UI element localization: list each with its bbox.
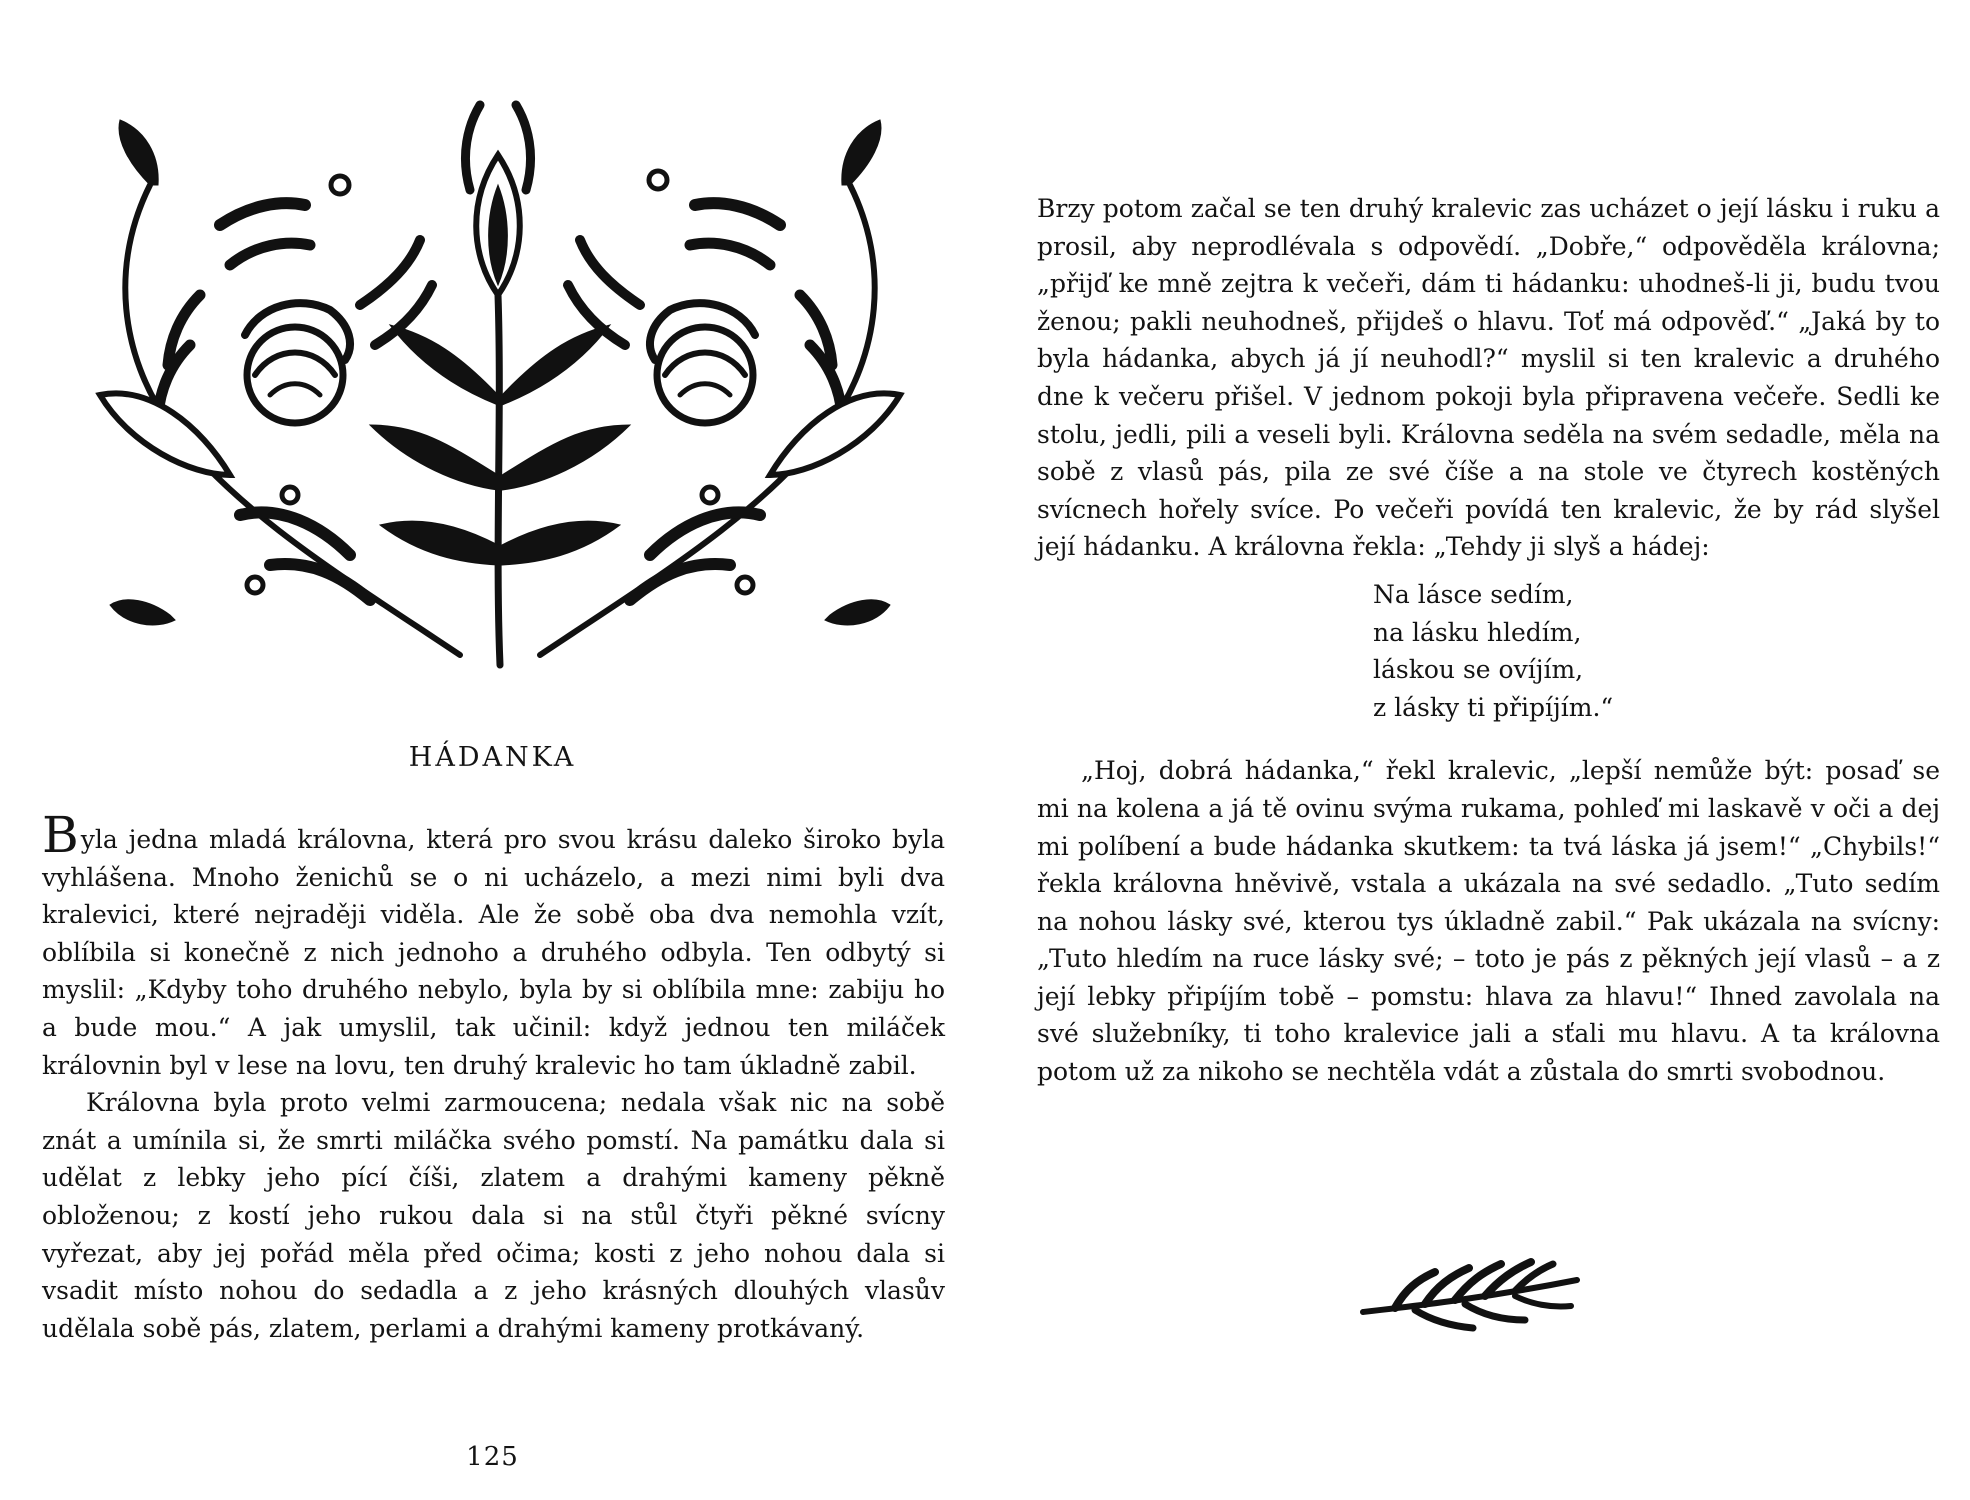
- paragraph-1: [42, 806, 945, 1084]
- paragraph-2: Královna byla proto velmi zarmoucena; nedala však nic na sobě znát a umínila si, že smrti miláčka svého pomstí. Na památku dala si udělat z lebky jeho pící číši, zlatem a drahými kameny pěkně obloženou; z kostí jeho rukou dala si na stůl čtyři pěkné svícny vyřezat, aby jej pořád měla před očima; kosti z jeho nohou dala si vsadit místo nohou do sedadla a z jeho krásných dlouhých vlasův udělala sobě pás, zlatem, perlami a drahými kameny protkávaný.: [42, 1088, 945, 1343]
- right-page: [985, 0, 1970, 1500]
- story-title: HÁDANKA: [408, 742, 577, 773]
- riddle-verse: [1373, 576, 1940, 726]
- page-number: 125: [466, 1442, 519, 1472]
- paragraph-3: Brzy potom začal se ten druhý kralevic zas ucházet o její lásku i ruku a prosil, aby neprodlévala s odpovědí. „Dobře,“ odpověděla královna; „přijď ke mně zejtra k večeři, dám ti hádanku: uhodneš-li ji, budu tvou ženou; pakli neuhodneš, přijdeš o hlavu. Toť má odpověď.“ „Jaká by to byla hádanka, abych já jí neuhodl?“ myslil si ten kralevic a druhého dne k večeru přišel. V jednom pokoji byla připravena večeře. Sedli ke stolu, jedli, pili a veseli byli. Královna seděla na svém sedadle, měla na sobě z vlasů pás, pila ze své číše a na stole ve čtyrech kostěných svícnech hořely svíce. Po večeři povídá ten kralevic, že by rád slyšel její hádanku. A královna řekla: „Tehdy ji slyš a hádej:: [1037, 194, 1940, 562]
- verse-line: na lásku hledím,: [1373, 617, 1582, 647]
- paragraph-4: „Hoj, dobrá hádanka,“ řekl kralevic, „lepší nemůže být: posaď se mi na kolena a já tě ovinu svýma rukama, pohleď mi laskavě v oči a dej mi políbení a bude hádanka skutkem: ta tvá láska já jsem!“ „Chybils!“ řekla královna hněvivě, vstala a ukázala na své sedadlo. „Tuto sedím na nohou lásky své, kterou tys úkladně zabil.“ Pak ukázala na svícny: „Tuto hledím na ruce lásky své; – toto je pás z pěkných její vlasů – a z její lebky připíjím tobě – pomstu: hlava za hlavu!“ Ihned zavolala na své služebníky, ti toho kralevice jali a sťali mu hlavu. A ta královna potom už za nikoho se nechtěla vdát a zůstala do smrti svobodnou.: [1037, 756, 1940, 1087]
- left-body-text: [42, 806, 945, 1347]
- verse-line: z lásky ti připíjím.“: [1373, 692, 1614, 722]
- floral-folk-ornament-icon: [40, 95, 960, 675]
- verse-line: Na lásce sedím,: [1373, 579, 1574, 609]
- drop-cap: B: [42, 806, 79, 864]
- paragraph-1-text: yla jedna mladá královna, která pro svou krásu daleko široko byla vyhlášena. Mnoho ženichů se o ni ucházelo, a mezi nimi byli dva kralevici, které nejraději viděla. Ale že sobě oba dva nemohla vzít, oblíbila si konečně z nich jednoho a druhého odbyla. Ten odbytý si myslil: „Kdyby toho druhého nebylo, byla by si oblíbila mne: zabiju ho a bude mou.“ A jak umyslil, tak učinil: když jednou ten miláček královnin byl v lese na lovu, ten druhý kralevic ho tam úkladně zabil.: [42, 825, 945, 1080]
- fern-sprig-ornament-icon: [1355, 1250, 1585, 1340]
- right-body-text: [1037, 190, 1940, 1091]
- verse-line: láskou se ovíjím,: [1373, 655, 1584, 685]
